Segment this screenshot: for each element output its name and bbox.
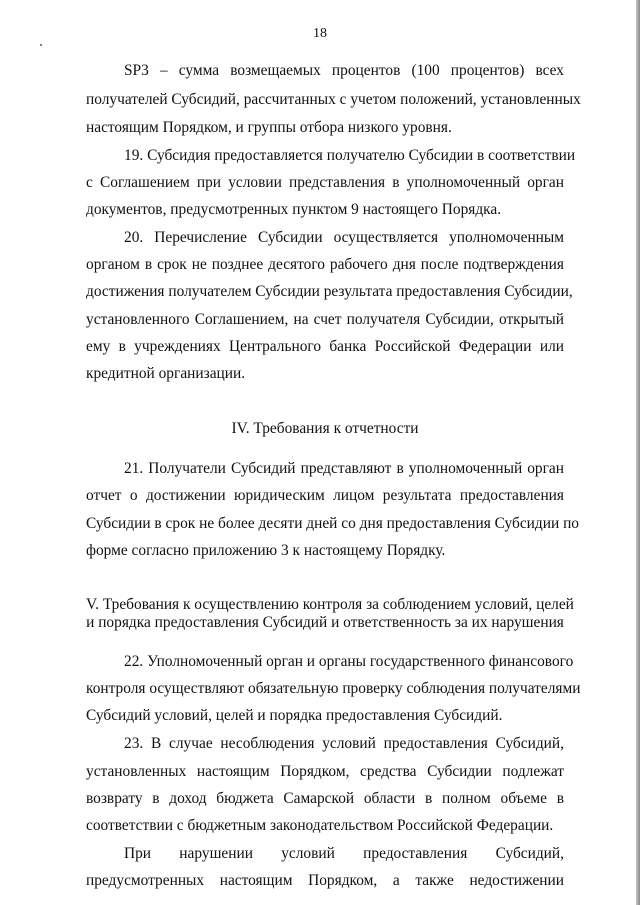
text-line: соответствии с бюджетным законодательством Российской Федерации. — [86, 817, 554, 834]
text-line: Субсидий условий, целей и порядка предоставления Субсидий. — [86, 707, 503, 724]
text-line: форме согласно приложению 3 к настоящему Порядку. — [86, 542, 446, 559]
text-line: достижения получателем Субсидии результата предоставления Субсидии, — [86, 283, 573, 300]
text-line: установленных настоящим Порядком, средства Субсидии подлежат — [86, 763, 564, 780]
text-line: отчет о достижении юридическим лицом результата предоставления — [86, 487, 564, 504]
text-line: кредитной организации. — [86, 365, 246, 382]
section-heading: IV. Требования к отчетности — [231, 420, 419, 437]
section-heading: и порядка предоставления Субсидий и ответственность за их нарушения — [86, 614, 564, 631]
text-line: получателей Субсидий, рассчитанных с учетом положений, установленных — [86, 91, 581, 108]
text-line: с Соглашением при условии представления в уполномоченный орган — [86, 174, 564, 191]
page-number: 18 — [313, 26, 327, 41]
text-line: SP3 – сумма возмещаемых процентов (100 процентов) всех — [124, 62, 564, 79]
text-line: 20. Перечисление Субсидии осуществляется уполномоченным — [124, 229, 564, 246]
text-line: предусмотренных настоящим Порядком, а также недостижении — [86, 872, 564, 889]
text-line: контроля осуществляют обязательную проверку соблюдения получателями — [86, 680, 581, 697]
text-line: 22. Уполномоченный орган и органы государственного финансового — [124, 653, 574, 670]
text-line: установленного Соглашением, на счет получателя Субсидии, открытый — [86, 311, 564, 328]
text-line: Субсидии в срок не более десяти дней со дня предоставления Субсидии по — [86, 515, 580, 532]
text-line: 23. В случае несоблюдения условий предоставления Субсидий, — [124, 735, 564, 752]
text-line: При нарушении условий предоставления Субсидий, — [124, 845, 564, 862]
text-line: ему в учреждениях Центрального банка Российской Федерации или — [86, 338, 564, 355]
text-line: настоящим Порядком, и группы отбора низкого уровня. — [86, 119, 452, 136]
text-line: документов, предусмотренных пунктом 9 настоящего Порядка. — [86, 201, 502, 218]
scan-edge — [636, 0, 640, 905]
section-heading: V. Требования к осуществлению контроля за соблюдением условий, целей — [86, 596, 574, 613]
text-line: возврату в доход бюджета Самарской области в полном объеме в — [86, 790, 564, 807]
text-line: 21. Получатели Субсидий представляют в уполномоченный орган — [124, 460, 564, 477]
text-line: органом в срок не позднее десятого рабочего дня после подтверждения — [86, 256, 564, 273]
text-line: 19. Субсидия предоставляется получателю Субсидии в соответствии — [124, 147, 576, 164]
scan-speck — [40, 44, 42, 46]
